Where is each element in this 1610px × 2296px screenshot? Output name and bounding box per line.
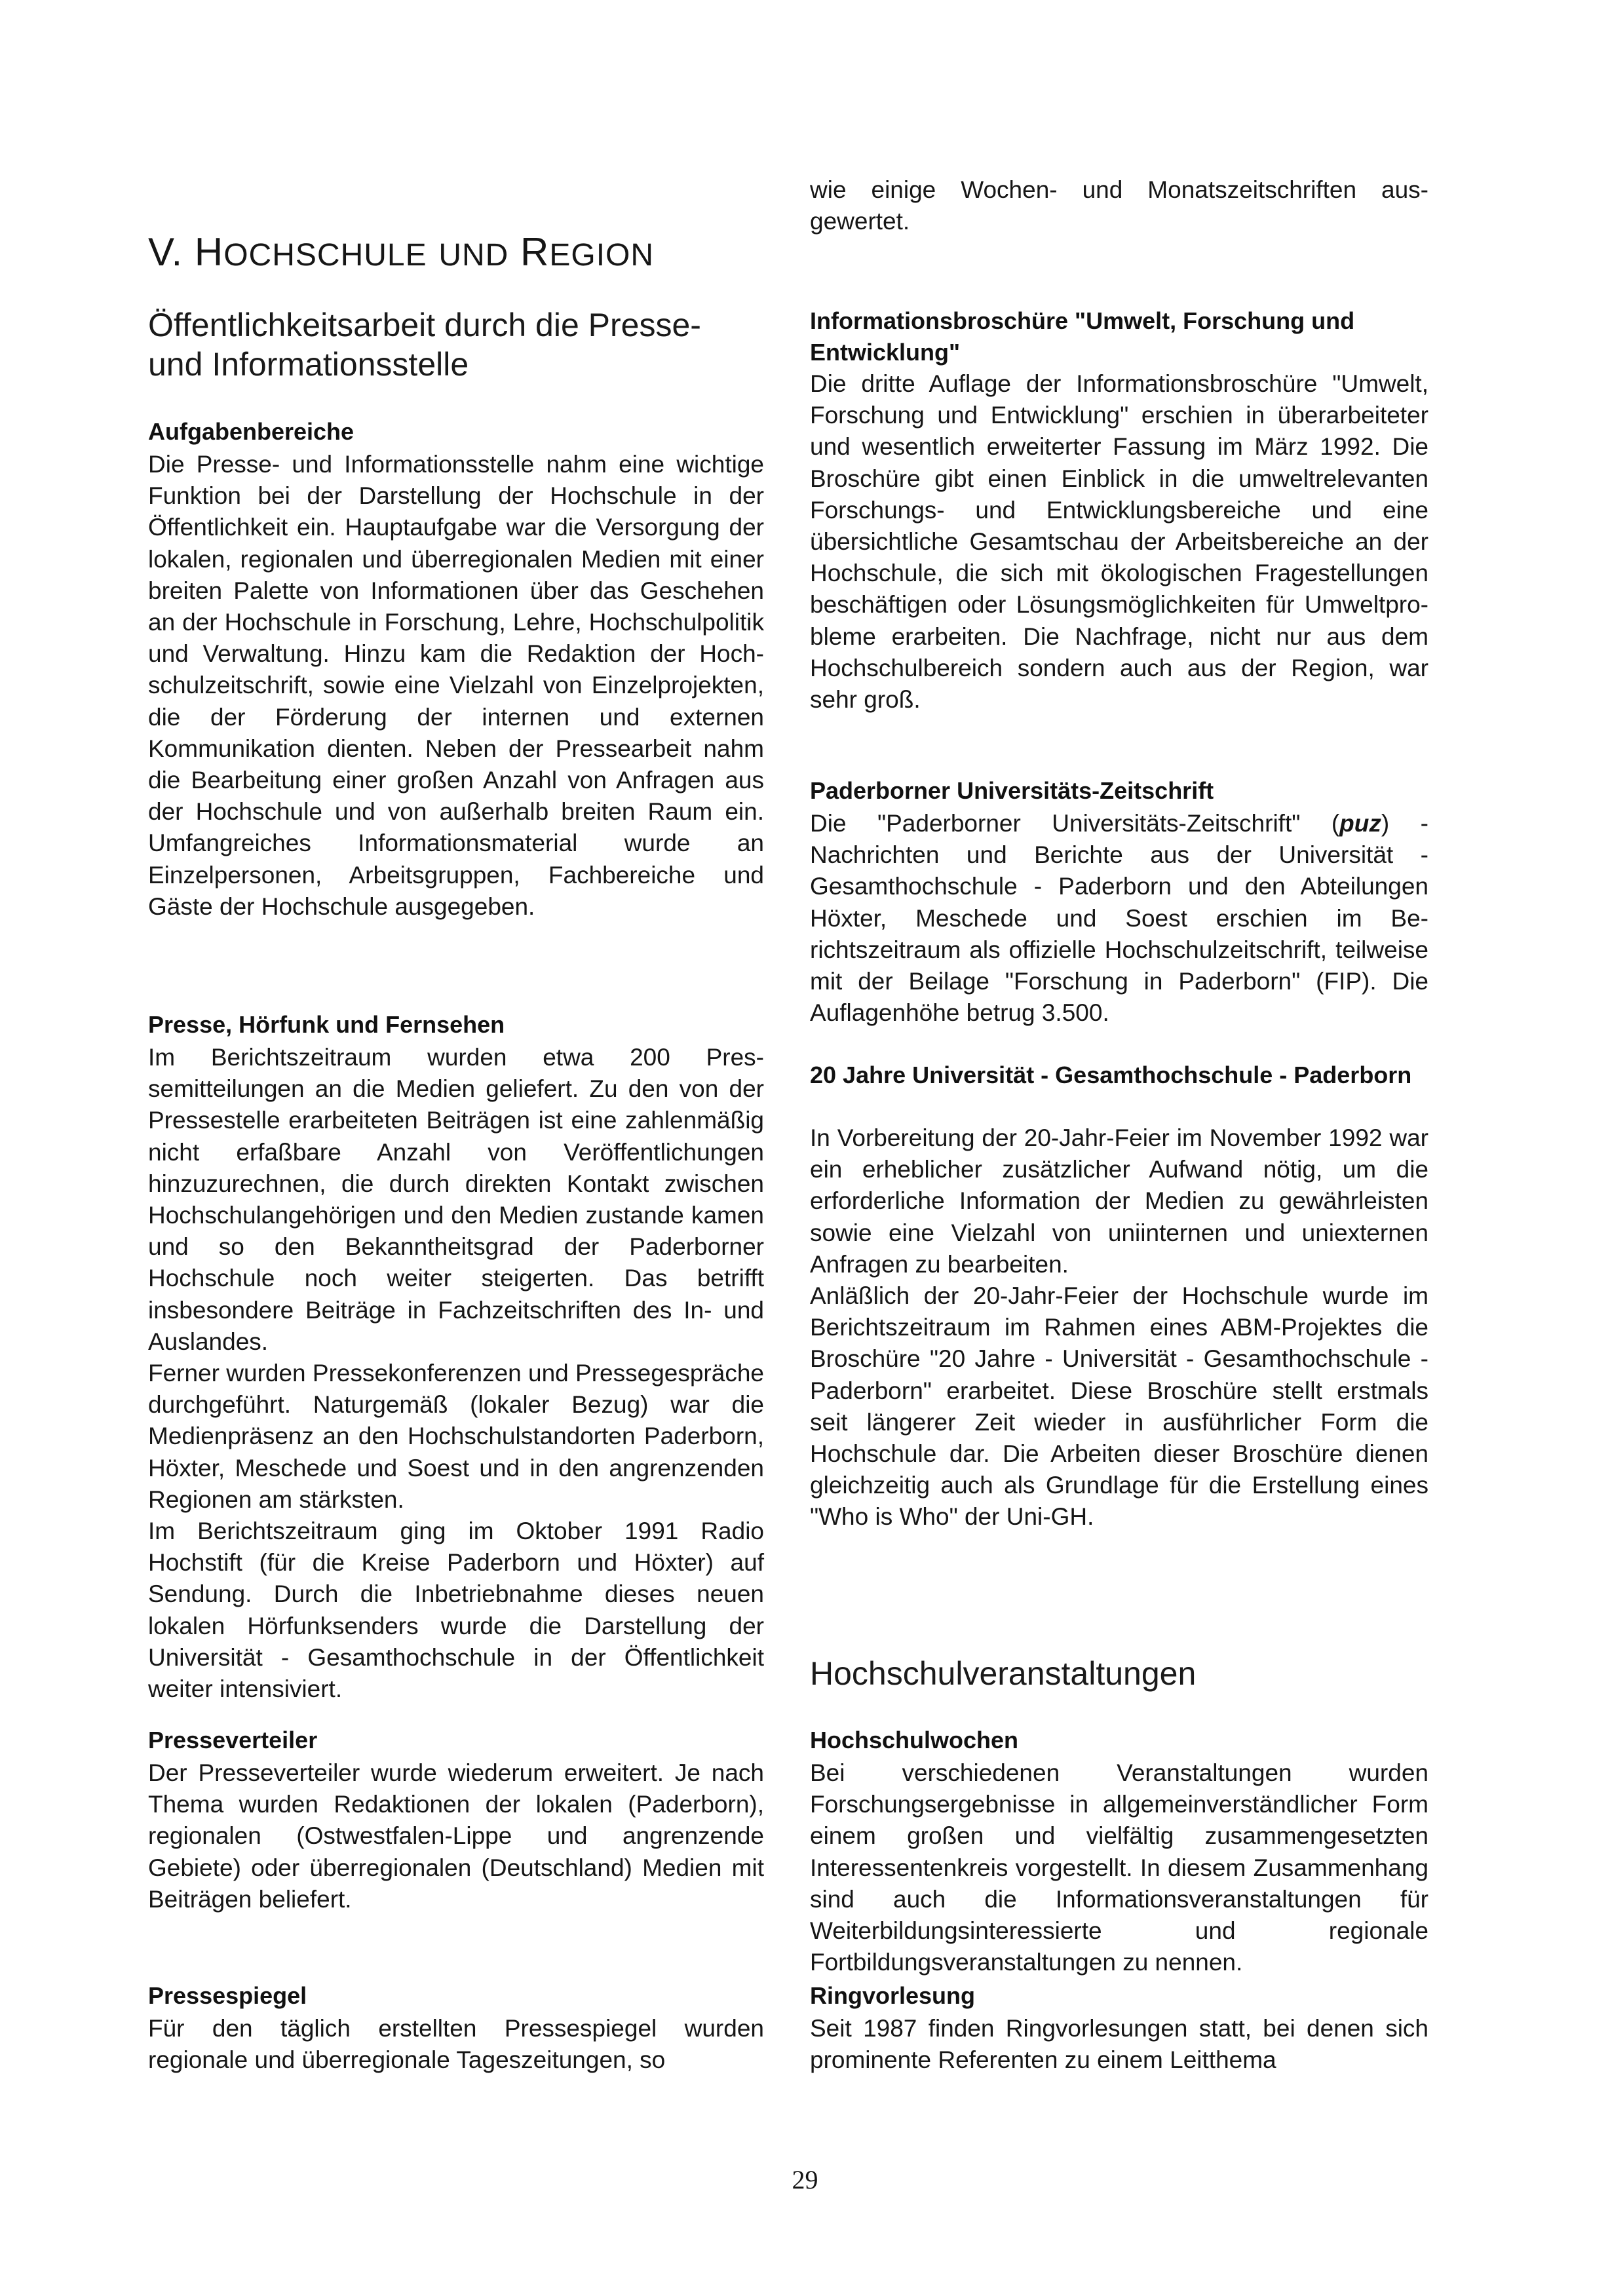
paragraph: Bei verschiedenen Veranstaltungen wurden Forschungsergebnisse in allgemeinverständlicher Form einem großen und vielfältig zusammengesetzten Interessentenkreis vorgestellt. In diesem Zusammenhang sind auch die Informationsveranstaltungen für Weiterbildungsinteressierte und regionale Fortbildungsveranstaltungen zu nennen. <box>810 1759 1428 1976</box>
heading-20-jahre: 20 Jahre Universität - Gesamthochschule - Paderborn <box>810 1062 1412 1088</box>
heading-pressespiegel: Pressespiegel <box>148 1982 307 2009</box>
block-presseverteiler <box>148 1757 764 1915</box>
paragraph: Seit 1987 finden Ringvorlesungen statt, bei denen sich prominente Referenten zu einem Leitthema <box>810 2015 1428 2074</box>
page-number: 29 <box>792 2165 818 2194</box>
heading-presseverteiler: Presseverteiler <box>148 1727 318 1753</box>
block-hochschulwochen <box>810 1757 1428 1978</box>
paragraph: In Vorbereitung der 20-Jahr-Feier im November 1992 war ein erheblicher zusätzlicher Aufwand nötig, um die erforderliche Information der Medien zu gewährleisten sowie eine Vielzahl von uniinternen und uniexternen Anfragen zu bearbeiten. <box>810 1124 1428 1278</box>
continuation-text <box>810 174 1428 237</box>
paragraph: Im Berichtszeitraum wurden etwa 200 Pressemitteilungen an die Medien geliefert. Zu den von der Pressestelle erarbeiteten Beiträgen ist eine zahlenmäßig nicht erfaßbare Anzahl von Veröffentlichungen hinzuzurechnen, die durch direkten Kontakt zwischen Hochschulangehörigen und den Medien zustande kamen und so den Bekanntheitsgrad der Paderborner Hochschule noch weiter steigerten. Das betrifft insbesondere Beiträge in Fachzeitschriften des In- und Auslandes. <box>148 1044 764 1355</box>
block-ringvorlesung <box>810 2013 1428 2076</box>
heading-universitaets-zeitschrift: Paderborner Universitäts-Zeitschrift <box>810 777 1214 804</box>
block-presse-hoerfunk <box>148 1042 764 1705</box>
heading-hochschulwochen: Hochschulwochen <box>810 1727 1019 1753</box>
paragraph: Anläßlich der 20-Jahr-Feier der Hochschule wurde im Berichtszeitraum im Rahmen eines ABM-Projektes die Broschüre "20 Jahre - Universität - Gesamthochschule - Paderborn" erarbeitet. Diese Broschüre stellt erstmals seit längerer Zeit wieder in ausführlicher Form die Hochschule dar. Die Arbeiten dieser Broschüre dienen gleichzeitig auch als Grundlage für die Erstellung eines "Who is Who" der Uni-GH. <box>810 1282 1428 1531</box>
block-20-jahre <box>810 1122 1428 1533</box>
heading-informationsbroschuere: Informationsbroschüre "Umwelt, Forschung und Entwicklung" <box>810 307 1355 366</box>
paragraph: Die dritte Auflage der Informationsbroschüre "Umwelt, Forschung und Entwicklung" erschien in überarbeiteter und wesentlich erweiterter Fassung im März 1992. Die Broschüre gibt einen Einblick in die umweltrelevanten Forschungs- und Entwicklungsbereiche und eine übersichtliche Gesamtschau der Arbeitsbereiche an der Hochschule, die sich mit ökologischen Fragestellungen beschäftigen oder Lösungsmöglichkeiten für Umweltprobleme erarbeiten. Die Nachfrage, nicht nur aus dem Hochschulbereich sondern auch aus der Region, war sehr groß. <box>810 370 1428 714</box>
block-pressespiegel <box>148 2013 764 2076</box>
section-title-oeffentlichkeitsarbeit: Öffentlichkeitsarbeit durch die Presse- und Informationsstelle <box>148 307 701 383</box>
paragraph: wie einige Wochen- und Monatszeitschriften ausgewertet. <box>810 176 1428 235</box>
block-universitaets-zeitschrift <box>810 808 1428 1029</box>
block-informationsbroschuere <box>810 368 1428 716</box>
heading-presse-hoerfunk-fernsehen: Presse, Hörfunk und Fernsehen <box>148 1011 505 1038</box>
paragraph: Im Berichtszeitraum ging im Oktober 1991 Radio Hochstift (für die Kreise Paderborn und Höxter) auf Sendung. Durch die Inbetriebnahme dieses neuen lokalen Hörfunksenders wurde die Darstellung der Universität - Gesamthochschule in der Öffentlichkeit weiter intensiviert. <box>148 1518 764 1703</box>
paragraph: Für den täglich erstellten Pressespiegel wurden regionale und überregionale Tageszeitungen, so <box>148 2015 764 2074</box>
paragraph: Die "Paderborner Universitäts-Zeitschrift" (puz) - Nachrichten und Berichte aus der Universität - Gesamthochschule - Paderborn und den Abteilungen Höxter, Meschede und Soest erschien im Berichtszeitraum als offizielle Hochschulzeitschrift, teilweise mit der Beilage "Forschung in Paderborn" (FIP). Die Auflagenhöhe betrug 3.500. <box>810 810 1428 1027</box>
paragraph: Die Presse- und Informationsstelle nahm eine wichtige Funktion bei der Darstellung der Hochschule in der Öffentlichkeit ein. Hauptaufgabe war die Versorgung der lokalen, regionalen und überregionalen Medien mit einer breiten Palette von Informationen über das Geschehen an der Hochschule in Forschung, Lehre, Hochschulpolitik und Verwaltung. Hinzu kam die Redaktion der Hochschulzeitschrift, sowie eine Vielzahl von Einzelprojekten, die der Förderung der internen und externen Kommunikation dienten. Neben der Pressearbeit nahm die Bearbeitung einer großen Anzahl von Anfragen aus der Hochschule und von außerhalb breiten Raum ein. Umfangreiches Informationsmaterial wurde an Einzelpersonen, Arbeitsgruppen, Fachbereiche und Gäste der Hochschule ausgegeben. <box>148 451 764 920</box>
chapter-title: V. HOCHSCHULE UND REGION <box>148 230 655 274</box>
block-aufgabenbereiche <box>148 449 764 923</box>
paragraph: Ferner wurden Pressekonferenzen und Pressegespräche durchgeführt. Naturgemäß (lokaler Bezug) war die Medienpräsenz an den Hochschulstandorten Paderborn, Höxter, Meschede und Soest und in den angrenzenden Regionen am stärksten. <box>148 1360 764 1513</box>
heading-ringvorlesung: Ringvorlesung <box>810 1982 976 2009</box>
section-title-hochschulveranstaltungen: Hochschulveranstaltungen <box>810 1655 1197 1692</box>
heading-aufgabenbereiche: Aufgabenbereiche <box>148 418 355 445</box>
paragraph: Der Presseverteiler wurde wiederum erweitert. Je nach Thema wurden Redaktionen der lokalen (Paderborn), regionalen (Ostwestfalen-Lippe und angrenzende Gebiete) oder überregionalen (Deutschland) Medien mit Beiträgen beliefert. <box>148 1759 764 1913</box>
